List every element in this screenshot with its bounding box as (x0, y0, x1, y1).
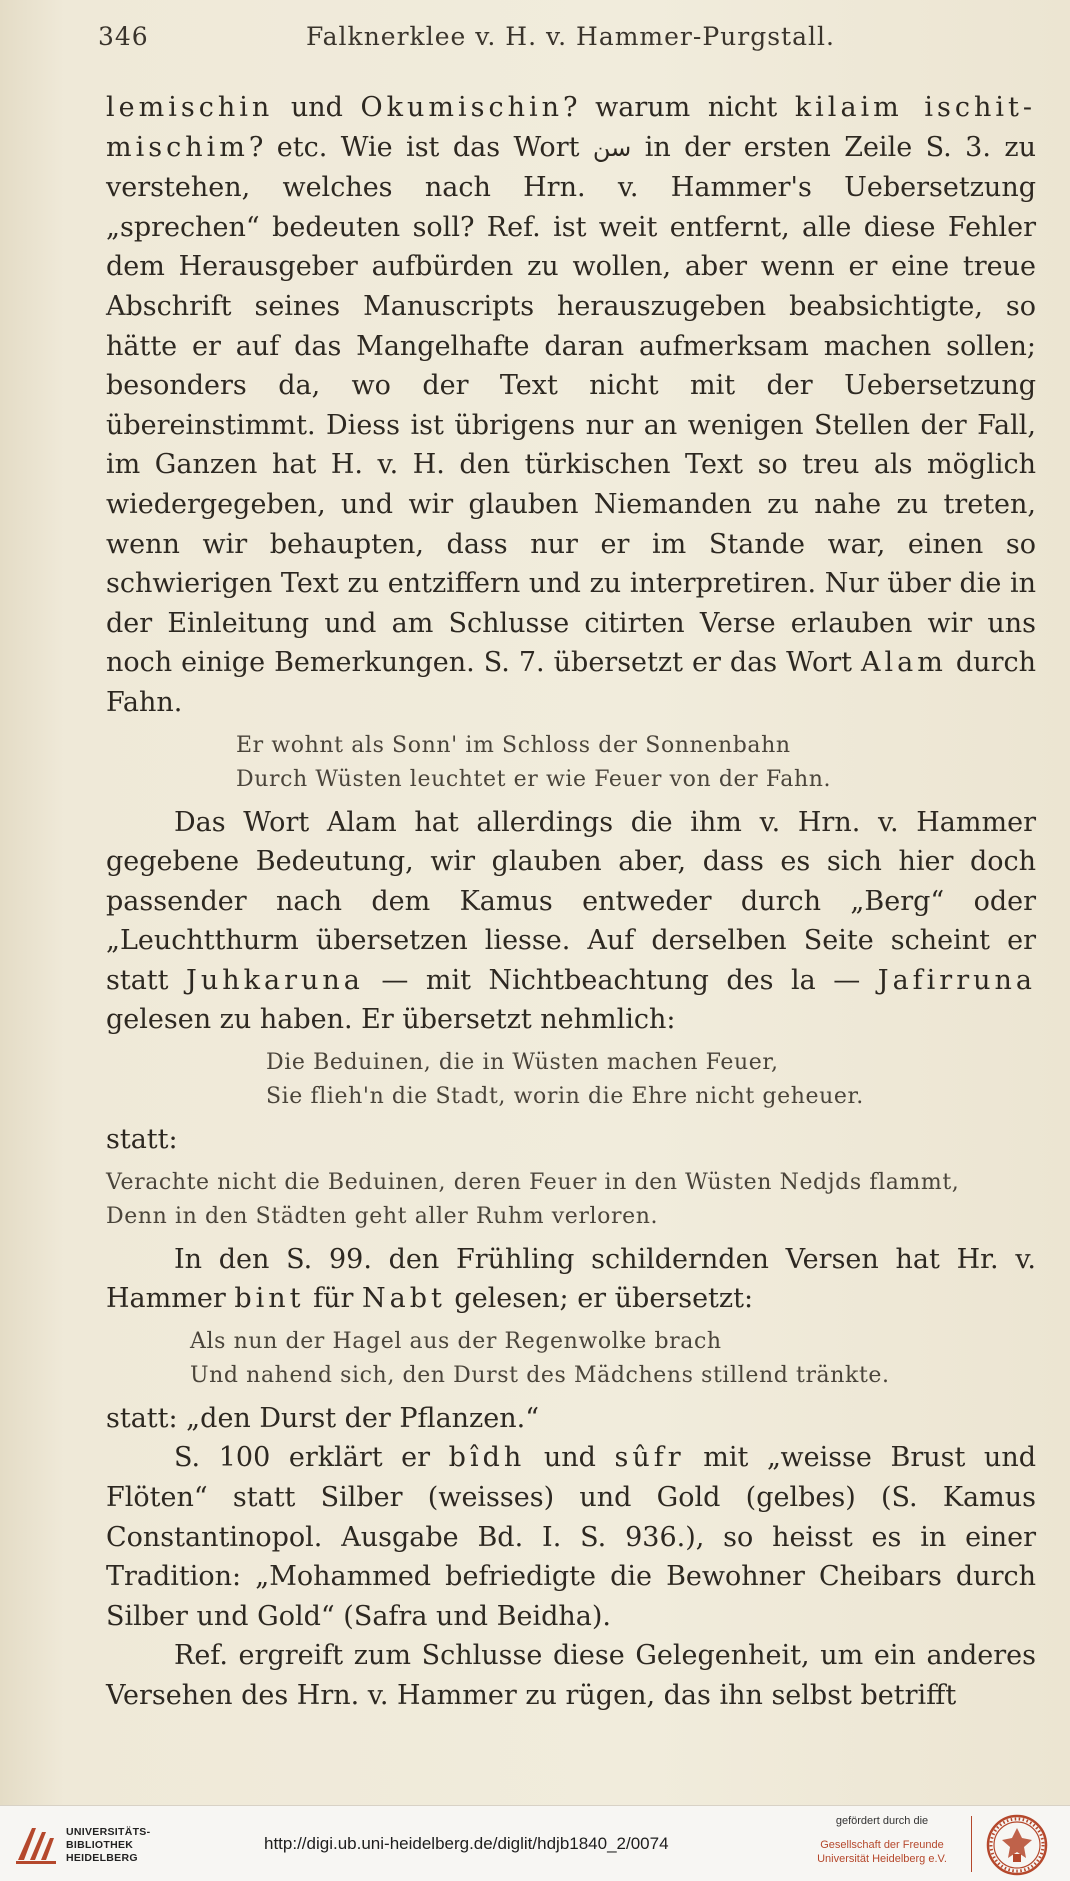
library-name-line: UNIVERSITÄTS- (66, 1826, 151, 1838)
text-run: gelesen zu haben. Er übersetzt nehmlich: (106, 1004, 676, 1036)
page-text (106, 88, 1036, 1716)
text-run: und (525, 1442, 615, 1474)
verse-line: Sie flieh'n die Stadt, worin die Ehre nicht geheuer. (266, 1084, 864, 1110)
spaced-word: Alam (861, 647, 947, 679)
paragraph (106, 1438, 1036, 1636)
sponsor-intro: gefördert durch die (835, 1815, 929, 1827)
verse-block (236, 729, 1036, 797)
paragraph: statt: „den Durst der Pflanzen.“ (106, 1402, 540, 1434)
paragraph (106, 88, 1036, 723)
text-run: für (304, 1283, 362, 1315)
spaced-word: Jafirruna (877, 964, 1036, 996)
text-run: durch Fahn. (106, 647, 1036, 718)
text-run: ? etc. Wie ist das Wort (248, 131, 593, 163)
library-name (66, 1826, 150, 1865)
paragraph: Ref. ergreift zum Schlusse diese Gelegenheit, um ein anderes Versehen des Hrn. v. Hammer zu rügen, das ihn selbst betrifft (106, 1640, 1036, 1711)
spaced-word: lemischin (106, 92, 274, 123)
text-run: In den S. 99. den Frühling schildernden Versen hat Hr. v. Hammer (106, 1243, 1036, 1315)
verse-line: Denn in den Städten geht aller Ruhm verloren. (106, 1203, 659, 1229)
paragraph (106, 803, 1036, 1041)
permalink-url[interactable]: http://digi.ub.uni-heidelberg.de/diglit/hdjb1840_2/0074 (264, 1834, 669, 1853)
sponsor-name: Gesellschaft der Freunde (820, 1839, 944, 1851)
library-logo-icon (12, 1820, 60, 1868)
text-run: Das Wort Alam hat allerdings die ihm v. Hrn. v. Hammer gegebene Bedeutung, wir glauben aber, dass es sich hier doch passender nach dem Kamus entweder durch „Berg“ oder „Leuchtthurm übersetzen liesse. Auf derselben Seite scheint er statt (106, 806, 1036, 996)
running-title: Falknerklee v. H. v. Hammer-Purgstall. (306, 22, 835, 51)
verse-line: Und nahend sich, den Durst des Mädchens stillend tränkte. (190, 1362, 890, 1388)
text-run: in der ersten Zeile S. 3. zu verstehen, welches nach Hrn. v. Hammer's Uebersetzung „sprechen“ bedeuten soll? Ref. ist weit entfernt, alle diese Fehler dem Herausgeber aufbürden zu wollen, aber wenn er eine treue Abschrift seines Manuscripts herauszugeben beabsichtigte, so hätte er auf das Mangelhafte daran aufmerksam machen sollen; besonders da, wo der Text nicht mit der Uebersetzung übereinstimmt. Diess ist übrigens nur an wenigen Stellen der Fall, im Ganzen hat H. v. H. den türkischen Text so treu als möglich wiedergegeben, und wir glauben Niemanden zu nahe zu treten, wenn wir behaupten, dass nur er im Stande war, einen so schwierigen Text zu entziffern und zu interpretiren. Nur über die in der Einleitung und am Schlusse citirten Verse erlauben wir uns noch einige Bemerkungen. S. 7. übersetzt er das Wort (106, 131, 1036, 679)
text-run: und (273, 92, 361, 123)
spaced-word: Okumischin (360, 92, 564, 123)
viewer-footer (0, 1805, 1070, 1881)
sponsor-name: Universität Heidelberg e.V. (817, 1853, 947, 1865)
text-run: S. 100 erklärt er (174, 1442, 449, 1474)
footer-divider (971, 1816, 972, 1872)
spaced-word: bint (234, 1283, 305, 1315)
verse-line: Verachte nicht die Beduinen, deren Feuer in den Wüsten Nedjds flammt, (106, 1169, 960, 1195)
verse-line: Als nun der Hagel aus der Regenwolke brach (190, 1328, 722, 1354)
text-run: — mit Nichtbeachtung des la — (363, 964, 878, 996)
page-number: 346 (98, 22, 149, 51)
arabic-word: سن (592, 133, 632, 162)
spaced-word: kilaim ischit-mischim (106, 92, 1036, 163)
text-run: mit „weisse Brust und Flöten“ statt Silber (weisses) und Gold (gelbes) (S. Kamus Constantinopol. Ausgabe Bd. I. S. 936.), so heisst es in einer Tradition: „Mohammed befriedigte die Bewohner Cheibars durch Silber und Gold“ (Safra und Beidha). (106, 1442, 1036, 1632)
spaced-word: Nabt (361, 1283, 446, 1315)
verse-line: Die Beduinen, die in Wüsten machen Feuer, (266, 1050, 779, 1076)
paragraph: statt: (106, 1124, 178, 1156)
verse-line: Durch Wüsten leuchtet er wie Feuer von der Fahn. (236, 766, 832, 792)
text-run: gelesen; er übersetzt: (445, 1283, 754, 1315)
spaced-word: sûfr (614, 1442, 685, 1474)
university-seal-icon (986, 1814, 1048, 1876)
spaced-word: bîdh (448, 1442, 526, 1474)
verse-block (190, 1325, 1036, 1393)
library-name-line: BIBLIOTHEK (66, 1839, 134, 1851)
verse-line: Er wohnt als Sonn' im Schloss der Sonnenbahn (236, 732, 791, 758)
library-name-line: HEIDELBERG (66, 1852, 138, 1864)
paragraph (106, 1240, 1036, 1319)
text-run: ? warum nicht (563, 92, 795, 123)
verse-block (266, 1046, 1036, 1114)
verse-block (106, 1166, 1036, 1234)
spaced-word: Juhkaruna (186, 964, 364, 996)
sponsor-credit (798, 1814, 966, 1866)
